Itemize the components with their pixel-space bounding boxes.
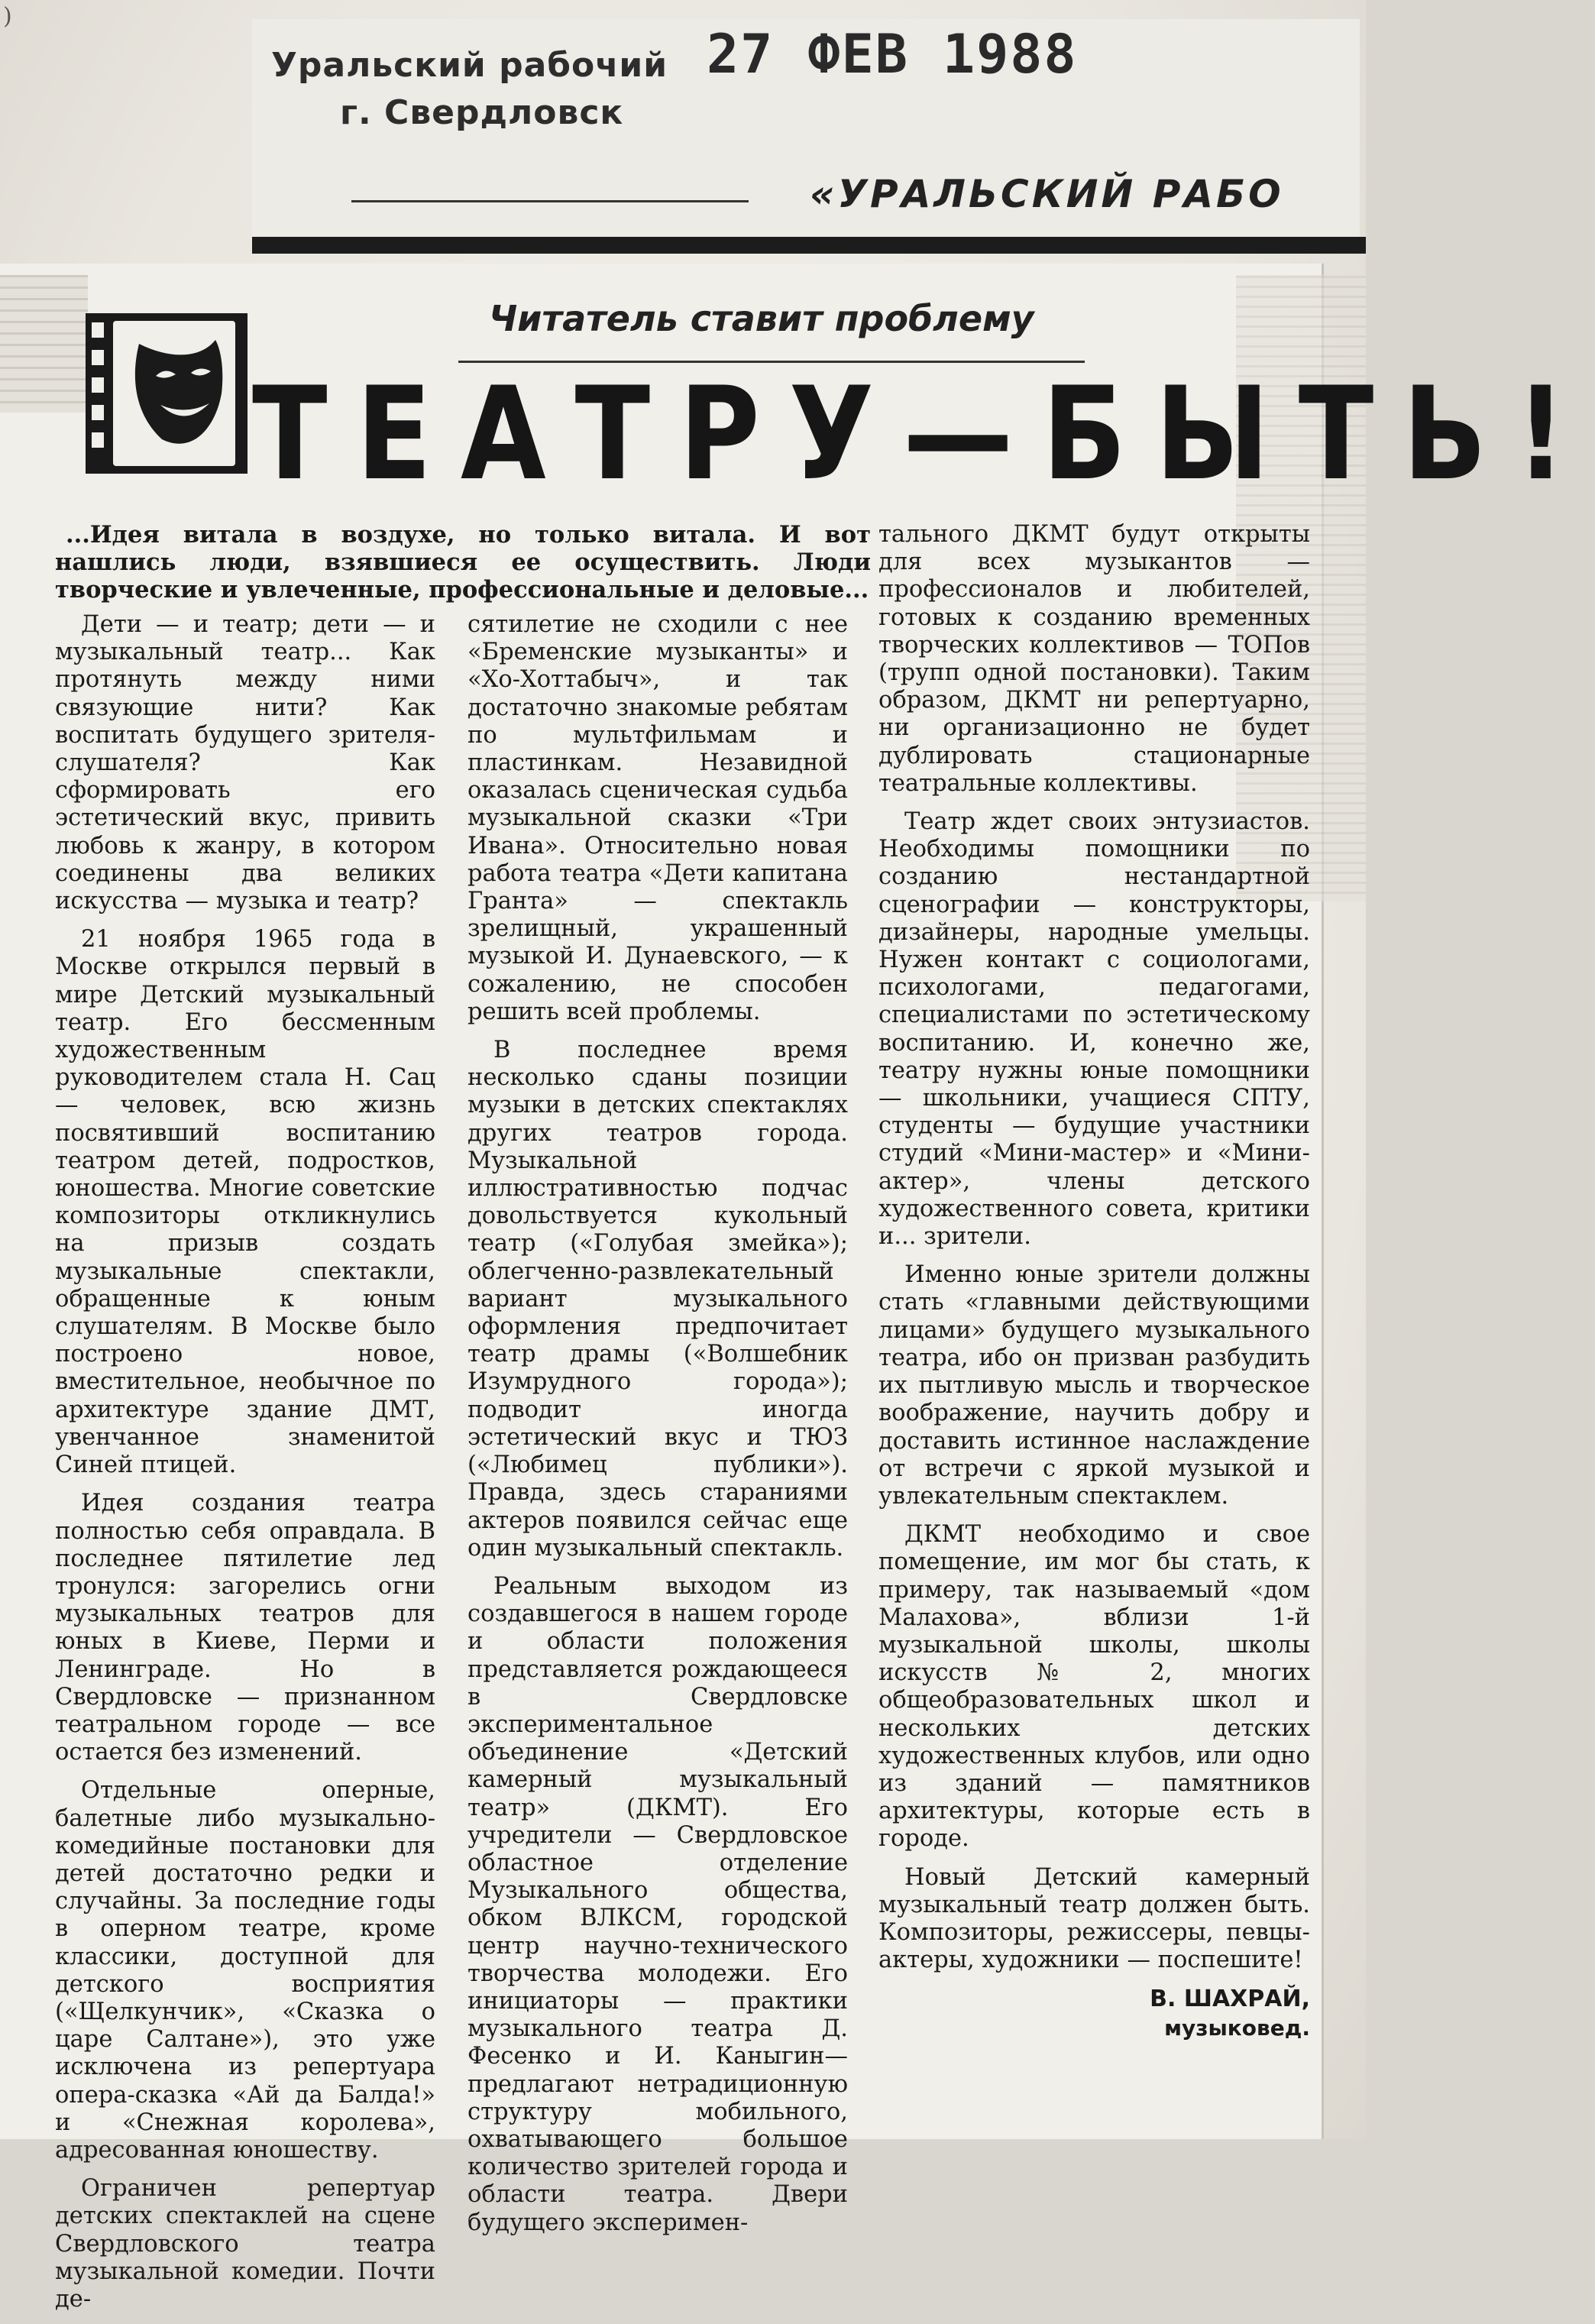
paragraph: Отдельные оперные, балетные либо музыкально-комедийные постановки для детей достаточно редки и случайны. За последние годы в оперном театре, кроме классики, доступной для детского восприятия («Щелкунчик», «Сказка о царе Салтане»), это уже исключена из репертуара опера-сказка «Ай да Балда!» и «Снежная королева», адресованная юношеству.: [55, 1777, 435, 2164]
paragraph: Ограничен репертуар детских спектаклей на сцене Свердловского театра музыкальной комедии. Почти де-: [55, 2175, 435, 2313]
source-city: г. Свердловск: [340, 93, 624, 132]
paragraph: Дети — и театр; дети — и музыкальный театр... Как протянуть между ними связующие нити? Как воспитать будущего зрителя-слушателя? Как сформировать его эстетический вкус, привить любовь к жанру, в котором соединены два великих искусства — музыка и театр?: [55, 611, 435, 915]
article-lead: ...Идея витала в воздухе, но только витала. И вот нашлись люди, взявшиеся ее осуществить. Люди творческие и увлеченные, профессиональные и деловые...: [55, 521, 871, 604]
masthead-bar: [252, 237, 1366, 254]
corner-mark: ): [3, 3, 12, 30]
masthead-rule: [351, 200, 749, 202]
source-newspaper: Уральский рабочий: [271, 46, 668, 85]
paragraph: Именно юные зрители должны стать «главными действующими лицами» будущего музыкального театра, ибо он призван разбудить их пытливую мысль и творческое воображение, научить добру и доставить истинное наслаждение от встречи с яркой музыкой и увлекательным спектаклем.: [878, 1261, 1310, 1510]
paragraph: Реальным выходом из создавшегося в нашем городе и области положения представляется рождающееся в Свердловске экспериментальное объединение «Детский камерный музыкальный театр» (ДКМТ). Его учредители — Свердловское областное отделение Музыкального общества, обком ВЛКСМ, городской центр научно-технического творчества молодежи. Его инициаторы — практики музыкального театра Д. Фесенко и И. Каныгин—предлагают нетрадиционную структуру мобильного, охватывающего большое количество зрителей города и области театра. Двери будущего эксперимен-: [467, 1572, 848, 2236]
paragraph: сятилетие не сходили с нее «Бременские музыканты» и «Хо-Хоттабыч», и так достаточно знакомые ребятам по мультфильмам и пластинкам. Незавидной оказалась сценическая судьба музыкальной сказки «Три Ивана». Относительно новая работа театра «Дети капитана Гранта» — спектакль зрелищный, украшенный музыкой И. Дунаевского, — к сожалению, не способен решить всей проблемы.: [467, 611, 848, 1025]
author-name: В. ШАХРАЙ,: [1150, 1986, 1310, 2013]
author-role: музыковед.: [1164, 2015, 1310, 2041]
paragraph: 21 ноября 1965 года в Москве открылся первый в мире Детский музыкальный театр. Его бессменным художественным руководителем стала Н. Сац — человек, всю жизнь посвятивший воспитанию театром детей, подростков, юношества. Многие советские композиторы откликнулись на призыв создать музыкальные спектакли, обращенные к юным слушателям. В Москве было построено новое, вместительное, необычное по архитектуре здание ДМТ, увенчанное знаменитой Синей птицей.: [55, 926, 435, 1479]
paragraph: Идея создания театра полностью себя оправдала. В последнее пятилетие лед тронулся: загорелись огни музыкальных театров для юных в Киеве, Перми и Ленинграде. Но в Свердловске — признанном театральном городе — все остается без изменений.: [55, 1490, 435, 1766]
paragraph: Театр ждет своих энтузиастов. Необходимы помощники по созданию нестандартной сценографии — конструкторы, дизайнеры, народные умельцы. Нужен контакт с социологами, психологами, педагогами, специалистами по эстетическому воспитанию. И, конечно же, театру нужны юные помощники — школьники, учащиеся СПТУ, студенты — будущие участники студий «Мини-мастер» и «Мини-актер», члены детского художественного совета, критики и... зрители.: [878, 808, 1310, 1251]
article-headline: ТЕАТРУ—БЫТЬ!: [252, 359, 1595, 509]
clipping-source: [271, 42, 668, 137]
adjacent-newsprint-left: [0, 275, 88, 413]
article-column-3: [878, 521, 1310, 2043]
date-stamp: 27 ФЕВ 1988: [707, 23, 1078, 86]
article-column-1: [55, 611, 435, 2324]
article-column-2: [467, 611, 848, 2248]
paragraph: Новый Детский камерный музыкальный театр должен быть. Композиторы, режиссеры, певцы-актеры, художники — поспешите!: [878, 1863, 1310, 1974]
paragraph: ДКМТ необходимо и свое помещение, им мог бы стать, к примеру, так называемый «дом Малахова», вблизи 1-й музыкальной школы, школы искусств № 2, многих общеобразовательных школ и нескольких детских художественных клубов, или одно из зданий — памятников архитектуры, которые есть в городе.: [878, 1521, 1310, 1853]
author-signature: [878, 1985, 1310, 2043]
theatre-mask-filmstrip-logo: [86, 313, 247, 474]
paragraph: В последнее время несколько сданы позиции музыки в детских спектаклях других театров города. Музыкальной иллюстративностью подчас довольствуется кукольный театр («Голубая змейка»); облегченно-развлекательный вариант музыкального оформления предпочитает театр драмы («Волшебник Изумрудного города»); подводит иногда эстетический вкус и ТЮЗ («Любимец публики»). Правда, здесь стараниями актеров появился сейчас еще один музыкальный спектакль.: [467, 1037, 848, 1562]
newspaper-masthead: «УРАЛЬСКИЙ РАБО: [810, 172, 1284, 216]
article-rubric: Читатель ставит проблему: [489, 298, 1034, 339]
paragraph: тального ДКМТ будут открыты для всех музыкантов — профессионалов и любителей, готовых к созданию временных творческих коллективов — ТОПов (трупп одной постановки). Таким образом, ДКМТ ни репертуарно, ни организационно не будет дублировать стационарные театральные коллективы.: [878, 521, 1310, 797]
